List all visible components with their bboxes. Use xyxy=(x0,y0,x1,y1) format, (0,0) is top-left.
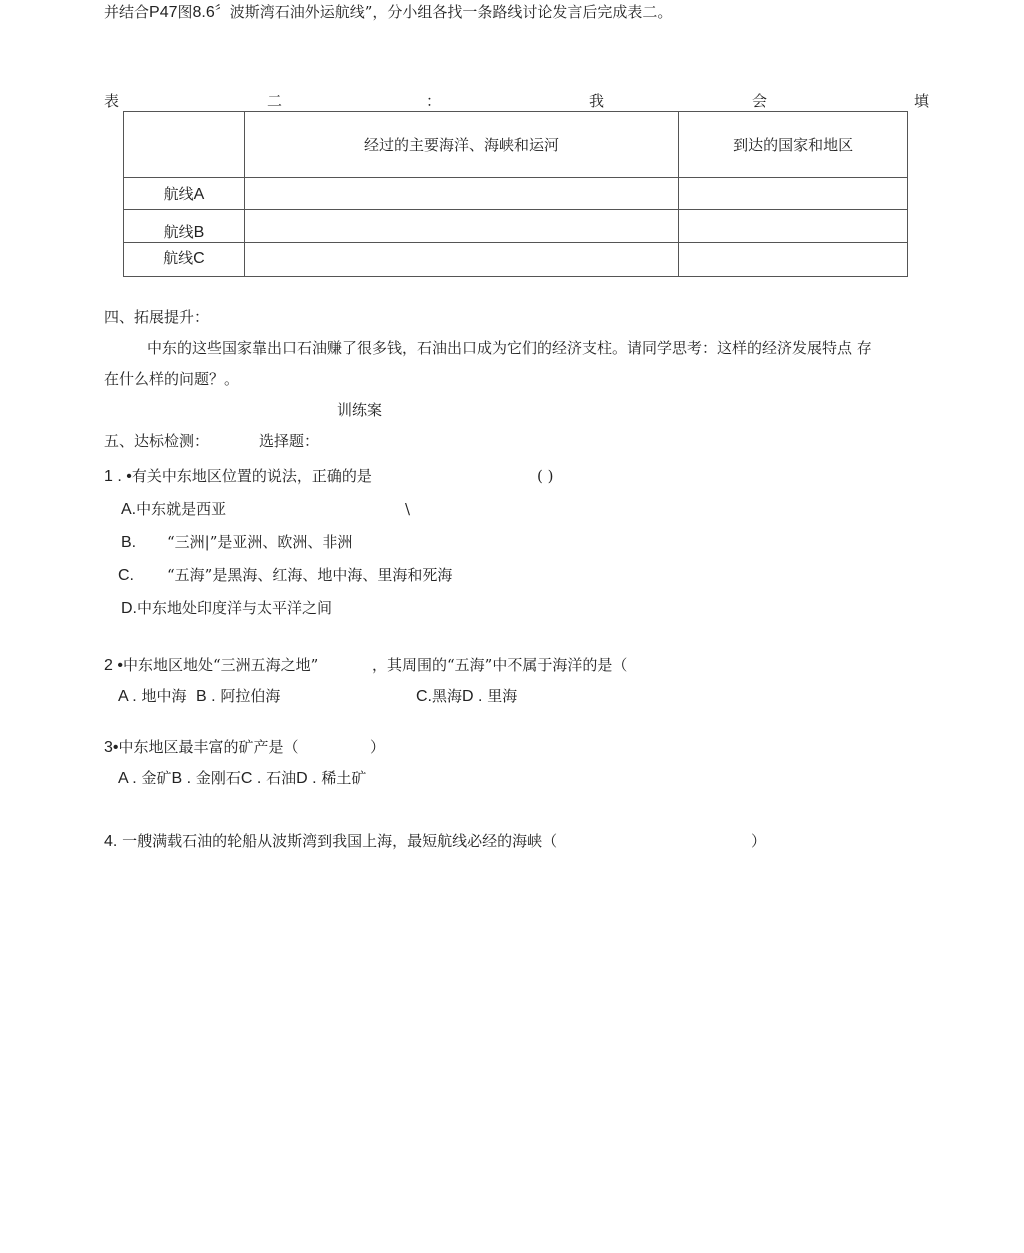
option-text: 阿拉伯海 xyxy=(220,687,281,705)
table-header-cell: 经过的主要海洋、海峡和运河 xyxy=(244,112,678,178)
table-row xyxy=(124,243,908,277)
stray-mark: \ xyxy=(405,500,411,518)
table-cell-input[interactable] xyxy=(679,210,908,243)
table-header-cell xyxy=(124,112,245,178)
option-letter: A . xyxy=(118,770,137,787)
route-label-letter: C xyxy=(193,250,205,267)
option-text: 里海 xyxy=(487,687,518,705)
table-cell-input[interactable] xyxy=(679,243,908,277)
option-letter: D. xyxy=(121,600,137,617)
question-1 xyxy=(104,466,372,487)
section4-paragraph-line2: 在什么样的问题？。 xyxy=(104,370,240,388)
section4-heading: 四、拓展提升： xyxy=(104,308,210,326)
option-text: 地中海 xyxy=(141,687,187,705)
question-2-continued: ，其周围的“五海”中不属于海洋的是（ xyxy=(372,656,628,674)
option-letter: B. xyxy=(121,534,137,551)
question-2-options-ab xyxy=(118,686,280,707)
route-label-prefix: 航线 xyxy=(163,223,194,241)
question-number: 4. xyxy=(104,833,118,850)
route-label-prefix: 航线 xyxy=(163,249,194,267)
intro-rest: 〞波斯湾石油外运航线”，分小组各找一条路线讨论发言后完成表二。 xyxy=(214,3,673,21)
table-title-char: 表 xyxy=(104,92,120,110)
table-title-char: 填 xyxy=(914,92,930,110)
option-letter: D . xyxy=(296,770,317,787)
option-letter: B . xyxy=(171,770,192,787)
question-text: 中东地区地处“三洲五海之地” xyxy=(122,656,319,674)
section5-heading: 五、达标检测： xyxy=(104,432,210,450)
question-text: 有关中东地区位置的说法，正确的是 xyxy=(131,467,372,485)
table-title xyxy=(104,90,930,110)
question-2-options-cd xyxy=(416,686,517,707)
section5-subheading: 选择题： xyxy=(259,432,320,450)
route-label-prefix: 航线 xyxy=(163,185,194,203)
intro-fig-num: 8.6 xyxy=(192,4,215,21)
table-row xyxy=(124,210,908,243)
question-text: 中东地区最丰富的矿产是（ xyxy=(118,738,299,756)
route-label-letter: A xyxy=(193,186,205,203)
option-letter: C. xyxy=(118,567,134,584)
question-2 xyxy=(104,655,318,676)
option-a xyxy=(121,499,226,520)
option-d xyxy=(121,598,332,619)
option-text: 稀土矿 xyxy=(321,769,367,787)
table-title-char: 会 xyxy=(752,92,768,110)
table-header-row xyxy=(124,112,908,178)
route-label xyxy=(124,243,245,277)
training-title: 训练案 xyxy=(337,401,383,419)
option-b xyxy=(121,532,352,553)
option-letter: D . xyxy=(462,688,483,705)
intro-fig-label: 图 xyxy=(177,3,193,21)
option-text: “五海”是黑海、红海、地中海、里海和死海 xyxy=(167,566,453,584)
option-letter: C . xyxy=(240,770,262,787)
table-cell-input[interactable] xyxy=(244,243,678,277)
question-number: 1 . • xyxy=(104,468,132,485)
route-label xyxy=(124,178,245,210)
table-title-char: ： xyxy=(426,92,442,110)
question-number: 2 • xyxy=(104,657,123,674)
question-text: 一艘满载石油的轮船从波斯湾到我国上海，最短航线必经的海峡（ xyxy=(122,832,558,850)
option-text: 金矿 xyxy=(141,769,172,787)
option-letter: C. xyxy=(416,688,432,705)
option-c xyxy=(118,565,452,586)
table-header-cell: 到达的国家和地区 xyxy=(679,112,908,178)
table-cell-input[interactable] xyxy=(244,178,678,210)
question-4 xyxy=(104,831,557,852)
intro-ref: P47 xyxy=(149,4,178,21)
table-row xyxy=(124,178,908,210)
intro-prefix: 并结合 xyxy=(104,3,150,21)
option-letter: A. xyxy=(121,501,137,518)
option-letter: B . xyxy=(196,688,216,705)
table-title-char: 我 xyxy=(589,92,605,110)
answer-paren-close: ） xyxy=(751,832,767,850)
answer-paren: ( ) xyxy=(537,467,554,485)
option-text: 黑海 xyxy=(432,687,463,705)
option-letter: A . xyxy=(118,688,137,705)
route-label xyxy=(124,210,245,243)
option-text: 中东就是西亚 xyxy=(136,500,227,518)
question-3 xyxy=(104,737,299,758)
section4-paragraph-line1: 中东的这些国家靠出口石油赚了很多钱，石油出口成为它们的经济支柱。请同学思考：这样的经济发展特点 存 xyxy=(147,339,872,357)
option-text: 石油 xyxy=(266,769,297,787)
option-text: 中东地处印度洋与太平洋之间 xyxy=(137,599,333,617)
route-table xyxy=(123,111,908,277)
answer-paren-close: ） xyxy=(370,738,386,756)
question-number: 3• xyxy=(104,739,119,756)
question-3-options xyxy=(118,768,366,789)
route-label-letter: B xyxy=(193,224,205,241)
intro-line xyxy=(104,2,672,23)
table-cell-input[interactable] xyxy=(679,178,908,210)
table-title-char: 二 xyxy=(267,92,283,110)
table-cell-input[interactable] xyxy=(244,210,678,243)
option-text: “三洲|”是亚洲、欧洲、非洲 xyxy=(167,533,353,551)
option-text: 金刚石 xyxy=(195,769,241,787)
